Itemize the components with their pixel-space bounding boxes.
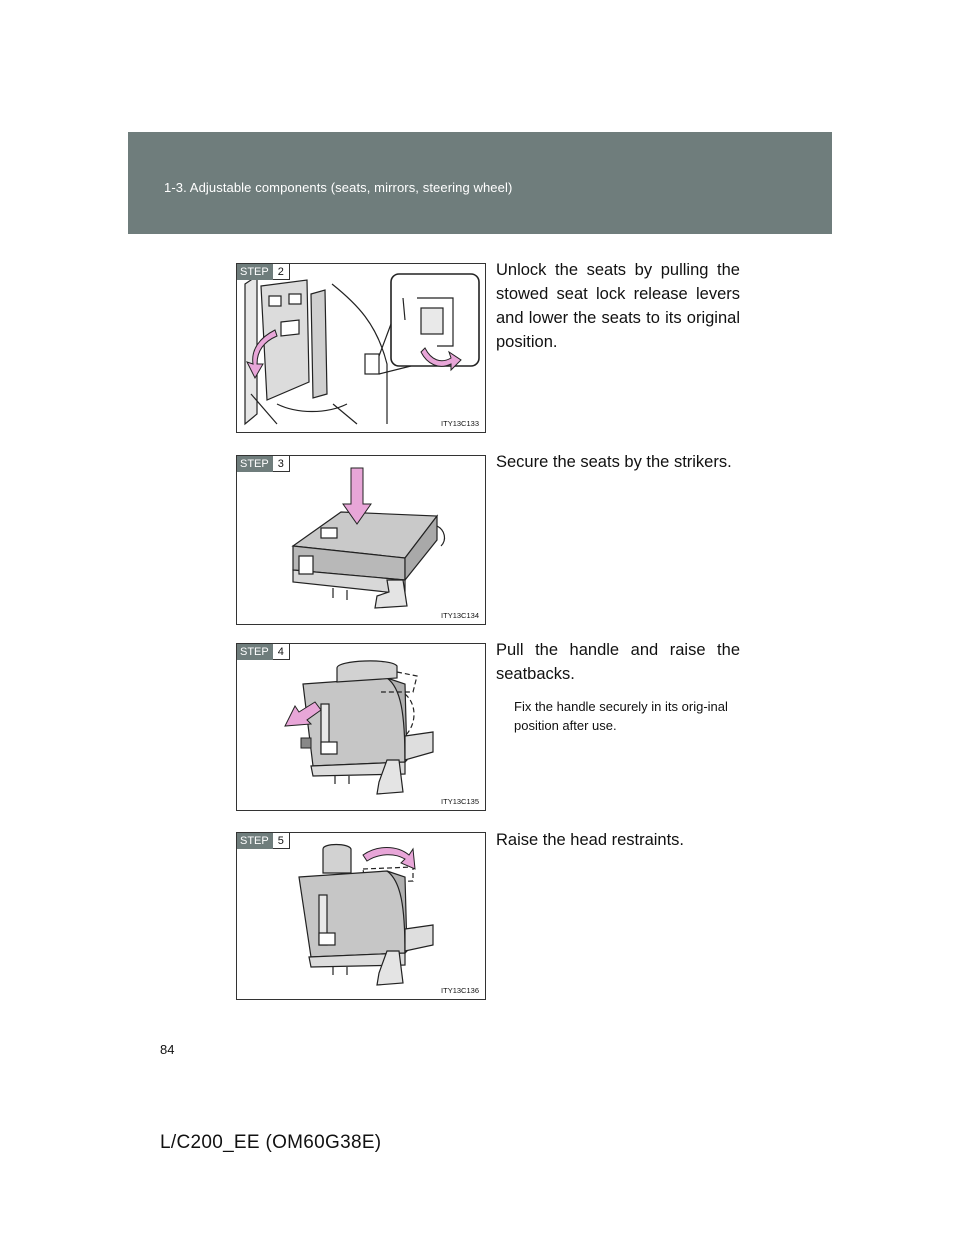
- footer-model-code: L/C200_EE (OM60G38E): [160, 1132, 382, 1153]
- step-number: 2: [273, 264, 290, 280]
- step-number: 5: [273, 833, 290, 849]
- illustration-frame: [236, 832, 486, 1000]
- step-badge: [237, 456, 290, 472]
- head-restraint-illustration: [237, 833, 485, 999]
- figure-code: ITY13C136: [441, 986, 479, 995]
- section-title: 1-3. Adjustable components (seats, mirrors, steering wheel): [164, 180, 513, 195]
- illustration-frame: [236, 643, 486, 811]
- raise-seatback-illustration: [237, 644, 485, 810]
- step-label: STEP: [237, 644, 273, 660]
- step-number: 3: [273, 456, 290, 472]
- figure-code: ITY13C135: [441, 797, 479, 806]
- step-badge: [237, 264, 290, 280]
- stowed-seat-release-illustration: [237, 264, 485, 432]
- illustration-frame: [236, 263, 486, 433]
- step-label: STEP: [237, 833, 273, 849]
- step-4-text: Pull the handle and raise the seatbacks.: [496, 641, 740, 683]
- step-label: STEP: [237, 456, 273, 472]
- step-5-text: Raise the head restraints.: [496, 831, 685, 849]
- seat-striker-illustration: [237, 456, 485, 624]
- page-number: 84: [160, 1042, 175, 1057]
- step-label: STEP: [237, 264, 273, 280]
- figure-code: ITY13C134: [441, 611, 479, 620]
- step-2-text: Unlock the seats by pulling the stowed seat lock release levers and lower the seats to its original position.: [496, 261, 740, 351]
- header-band: [128, 132, 832, 234]
- step-3-text: Secure the seats by the strikers.: [496, 453, 732, 471]
- step-badge: [237, 644, 290, 660]
- step-badge: [237, 833, 290, 849]
- illustration-frame: [236, 455, 486, 625]
- step-4-note: Fix the handle securely in its orig-inal position after use.: [514, 699, 728, 733]
- step-number: 4: [273, 644, 290, 660]
- figure-code: ITY13C133: [441, 419, 479, 428]
